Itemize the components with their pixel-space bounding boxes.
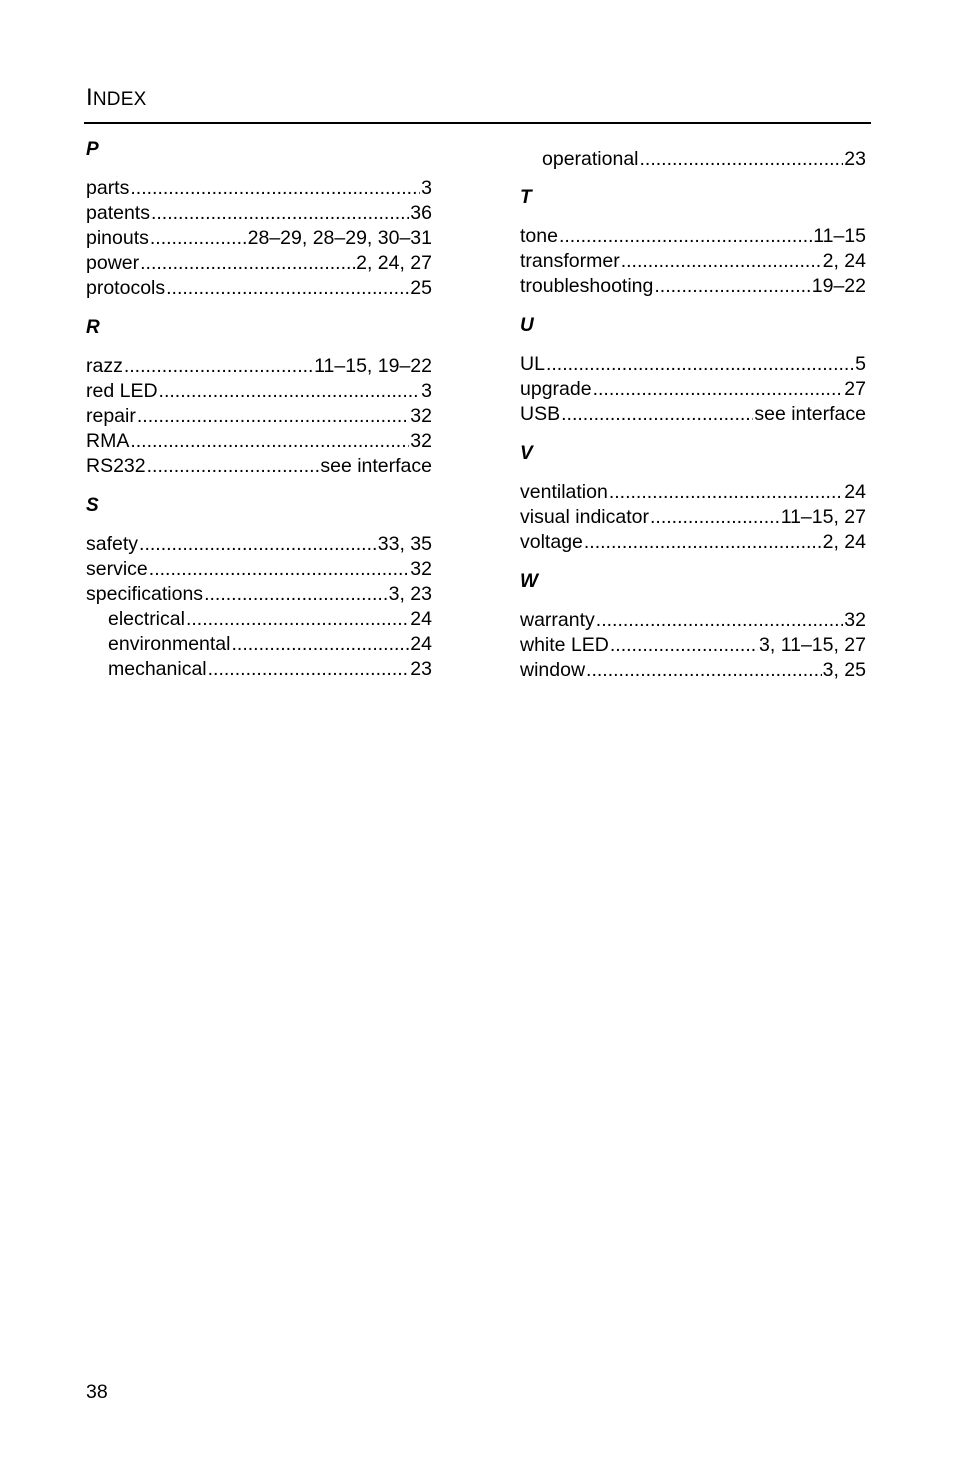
index-continuation xyxy=(520,147,866,172)
index-pages: 11–15 xyxy=(813,225,866,247)
index-entry xyxy=(86,532,432,557)
index-letter-heading: R xyxy=(86,317,100,338)
index-entry xyxy=(520,377,866,402)
dot-leader xyxy=(640,147,844,172)
dot-leader xyxy=(593,377,844,402)
index-group-v xyxy=(520,441,866,555)
index-pages: 36 xyxy=(410,202,432,224)
page-title-rest: NDEX xyxy=(92,89,147,110)
index-pages: 3 xyxy=(421,380,432,402)
index-pages: 32 xyxy=(410,558,432,580)
index-term: warranty xyxy=(520,609,595,631)
dot-leader xyxy=(166,276,409,301)
index-subentry xyxy=(520,147,866,172)
dot-leader xyxy=(650,505,780,530)
index-pages: 32 xyxy=(410,430,432,452)
index-term: voltage xyxy=(520,531,583,553)
index-pages: 33, 35 xyxy=(377,533,432,555)
index-entry xyxy=(520,402,866,427)
index-group-u xyxy=(520,313,866,427)
index-letter-heading: W xyxy=(520,571,538,592)
dot-leader xyxy=(147,454,320,479)
index-letter-heading: S xyxy=(86,495,99,516)
index-term: window xyxy=(520,659,586,681)
dot-leader xyxy=(186,607,409,632)
index-entry xyxy=(86,201,432,226)
index-group-t xyxy=(520,185,866,299)
index-term: ventilation xyxy=(520,481,608,503)
dot-leader xyxy=(149,557,410,582)
index-entry xyxy=(86,379,432,404)
dot-leader xyxy=(559,224,812,249)
dot-leader xyxy=(139,532,377,557)
index-term: parts xyxy=(86,177,130,199)
dot-leader xyxy=(561,402,753,427)
index-entry xyxy=(86,557,432,582)
page-title-initial: I xyxy=(86,84,93,111)
index-pages: 19–22 xyxy=(811,275,866,297)
index-term: power xyxy=(86,252,140,274)
index-subentry xyxy=(86,657,432,682)
index-entry xyxy=(520,480,866,505)
index-pages: 25 xyxy=(410,277,432,299)
index-entry xyxy=(86,404,432,429)
index-pages: 24 xyxy=(410,608,432,630)
index-pages: 3, 23 xyxy=(388,583,432,605)
dot-leader xyxy=(140,251,355,276)
index-term: USB xyxy=(520,403,561,425)
index-entry xyxy=(86,429,432,454)
index-letter-heading: V xyxy=(520,443,533,464)
dot-leader xyxy=(130,176,420,201)
dot-leader xyxy=(546,352,854,377)
index-letter-heading: T xyxy=(520,187,532,208)
dot-leader xyxy=(231,632,409,657)
index-entry xyxy=(520,249,866,274)
index-pages: 11–15, 27 xyxy=(780,506,866,528)
index-group-p xyxy=(86,137,432,301)
page-title xyxy=(86,86,146,110)
index-pages: 3 xyxy=(421,177,432,199)
dot-leader xyxy=(584,530,822,555)
dot-leader xyxy=(654,274,810,299)
index-term: safety xyxy=(86,533,139,555)
index-term: patents xyxy=(86,202,150,224)
index-term: electrical xyxy=(108,608,185,630)
dot-leader xyxy=(137,404,409,429)
index-entry xyxy=(520,224,866,249)
index-term: red LED xyxy=(86,380,158,402)
index-term: razz xyxy=(86,355,123,377)
index-subentry xyxy=(86,607,432,632)
index-column-right xyxy=(520,147,866,697)
index-entry xyxy=(520,274,866,299)
dot-leader xyxy=(151,201,409,226)
index-term: white LED xyxy=(520,634,609,656)
index-term: RS232 xyxy=(86,455,146,477)
index-entry xyxy=(520,608,866,633)
index-term: service xyxy=(86,558,148,580)
index-term: RMA xyxy=(86,430,130,452)
index-pages: see interface xyxy=(754,403,866,425)
dot-leader xyxy=(610,633,758,658)
index-term: transformer xyxy=(520,250,620,272)
index-pages: see interface xyxy=(320,455,432,477)
index-entry xyxy=(86,276,432,301)
page-number: 38 xyxy=(86,1381,108,1403)
index-entry xyxy=(86,354,432,379)
index-pages: 3, 25 xyxy=(822,659,866,681)
index-term: upgrade xyxy=(520,378,592,400)
index-term: UL xyxy=(520,353,545,375)
index-pages: 2, 24 xyxy=(822,250,866,272)
dot-leader xyxy=(130,429,409,454)
index-term: repair xyxy=(86,405,136,427)
dot-leader xyxy=(208,657,410,682)
index-pages: 28–29, 28–29, 30–31 xyxy=(247,227,432,249)
index-entry xyxy=(520,530,866,555)
index-term: specifications xyxy=(86,583,204,605)
index-entry xyxy=(86,251,432,276)
index-pages: 23 xyxy=(844,148,866,170)
header-rule xyxy=(84,122,871,124)
index-pages: 27 xyxy=(844,378,866,400)
index-column-left xyxy=(86,137,432,696)
index-pages: 11–15, 19–22 xyxy=(314,355,432,377)
index-pages: 3, 11–15, 27 xyxy=(759,634,866,656)
index-entry xyxy=(520,352,866,377)
index-pages: 32 xyxy=(844,609,866,631)
dot-leader xyxy=(586,658,822,683)
dot-leader xyxy=(609,480,843,505)
index-pages: 23 xyxy=(410,658,432,680)
index-group-r xyxy=(86,315,432,479)
index-pages: 24 xyxy=(410,633,432,655)
index-group-w xyxy=(520,569,866,683)
index-pages: 2, 24 xyxy=(822,531,866,553)
index-entry xyxy=(86,582,432,607)
index-letter-heading: U xyxy=(520,315,534,336)
index-term: operational xyxy=(542,148,639,170)
index-term: troubleshooting xyxy=(520,275,654,297)
index-term: tone xyxy=(520,225,558,247)
dot-leader xyxy=(159,379,421,404)
index-entry xyxy=(520,658,866,683)
index-term: mechanical xyxy=(108,658,207,680)
index-entry xyxy=(520,633,866,658)
index-term: pinouts xyxy=(86,227,149,249)
index-group-s xyxy=(86,493,432,682)
index-pages: 24 xyxy=(844,481,866,503)
index-entry xyxy=(86,176,432,201)
index-term: visual indicator xyxy=(520,506,649,528)
index-pages: 5 xyxy=(855,353,866,375)
index-entry xyxy=(86,226,432,251)
index-term: environmental xyxy=(108,633,231,655)
index-entry xyxy=(520,505,866,530)
dot-leader xyxy=(150,226,247,251)
index-pages: 32 xyxy=(410,405,432,427)
dot-leader xyxy=(621,249,822,274)
index-subentry xyxy=(86,632,432,657)
dot-leader xyxy=(204,582,388,607)
index-term: protocols xyxy=(86,277,166,299)
index-letter-heading: P xyxy=(86,139,99,160)
dot-leader xyxy=(596,608,844,633)
index-entry xyxy=(86,454,432,479)
index-pages: 2, 24, 27 xyxy=(356,252,432,274)
dot-leader xyxy=(124,354,313,379)
